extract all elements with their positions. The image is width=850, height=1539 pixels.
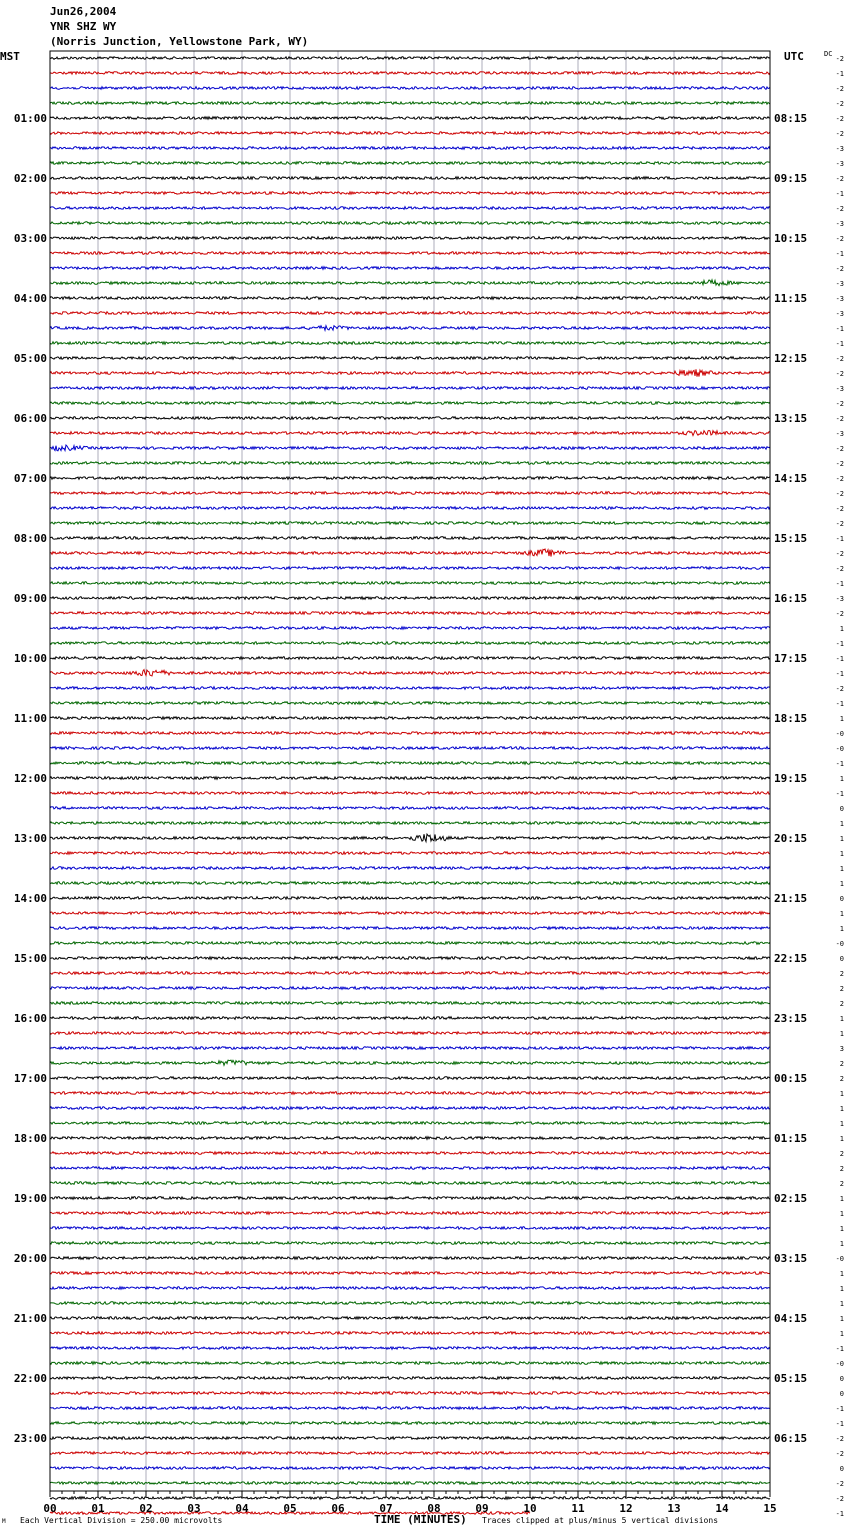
mst-hour-label: 18:00 xyxy=(13,1132,47,1145)
dc-offset-label: 1 xyxy=(839,820,844,828)
utc-hour-label: 04:15 xyxy=(774,1312,808,1325)
trace-row xyxy=(50,777,770,780)
trace-row xyxy=(50,657,770,660)
mst-hour-label: 09:00 xyxy=(13,592,47,605)
trace-row xyxy=(50,1452,770,1455)
trace-row xyxy=(50,1017,770,1020)
utc-hour-label: 10:15 xyxy=(774,232,808,245)
mst-hour-label: 07:00 xyxy=(13,472,47,485)
dc-offset-label: -0 xyxy=(835,940,844,948)
left-timezone-label: MST xyxy=(0,50,20,63)
trace-row xyxy=(50,1047,770,1050)
mst-hour-label: 08:00 xyxy=(13,532,47,545)
dc-offset-label: -2 xyxy=(835,610,844,618)
mst-hour-label: 23:00 xyxy=(13,1432,47,1445)
x-tick-label: 15 xyxy=(763,1502,777,1515)
dc-offset-label: -1 xyxy=(835,580,844,588)
mst-hour-label: 11:00 xyxy=(13,712,47,725)
dc-offset-label: -0 xyxy=(835,745,844,753)
trace-row xyxy=(50,612,770,615)
clip-note: Traces clipped at plus/minus 5 vertical divisions xyxy=(482,1516,719,1525)
dc-offset-label: -0 xyxy=(835,730,844,738)
trace-row xyxy=(50,972,770,975)
dc-offset-label: -1 xyxy=(835,700,844,708)
trace-row xyxy=(50,162,770,165)
dc-offset-label: -3 xyxy=(835,310,844,318)
dc-offset-label: -2 xyxy=(835,175,844,183)
x-tick-label: 06 xyxy=(331,1502,345,1515)
trace-row xyxy=(50,462,770,465)
trace-row xyxy=(50,1257,770,1260)
mst-hour-label: 21:00 xyxy=(13,1312,47,1325)
trace-group xyxy=(50,57,770,1515)
dc-offset-label: -1 xyxy=(835,1405,844,1413)
dc-offset-label: 0 xyxy=(839,1390,844,1398)
dc-offset-label: -2 xyxy=(835,1495,844,1503)
trace-row xyxy=(50,1002,770,1005)
dc-offset-label: -1 xyxy=(835,70,844,78)
x-tick-label: 00 xyxy=(43,1502,57,1515)
x-tick-label: 01 xyxy=(91,1502,105,1515)
utc-hour-label: 15:15 xyxy=(774,532,808,545)
trace-row xyxy=(50,57,770,60)
trace-row xyxy=(50,522,770,525)
trace-row xyxy=(50,1407,770,1410)
dc-offset-label: 1 xyxy=(839,1330,844,1338)
x-tick-label: 03 xyxy=(187,1502,201,1515)
trace-row xyxy=(50,1302,770,1305)
trace-row xyxy=(50,717,770,720)
mst-hour-label: 13:00 xyxy=(13,832,47,845)
dc-offset-label: -2 xyxy=(835,1480,844,1488)
dc-offset-label: -2 xyxy=(835,460,844,468)
mst-hour-label: 17:00 xyxy=(13,1072,47,1085)
x-tick-label: 08 xyxy=(427,1502,441,1515)
dc-offset-label: -1 xyxy=(835,760,844,768)
trace-row xyxy=(50,1317,770,1320)
trace-row xyxy=(50,102,770,105)
trace-row xyxy=(50,87,770,90)
trace-row xyxy=(50,445,770,451)
dc-offset-label: 1 xyxy=(839,1015,844,1023)
dc-label: DC xyxy=(824,50,833,58)
trace-row xyxy=(50,1060,770,1065)
scale-note: Each Vertical Division = 250.00 microvolts xyxy=(20,1516,223,1525)
utc-hour-label: 01:15 xyxy=(774,1132,808,1145)
dc-offset-label: 1 xyxy=(839,1120,844,1128)
trace-row xyxy=(50,252,770,255)
x-tick-label: 09 xyxy=(475,1502,489,1515)
trace-row xyxy=(50,687,770,690)
dc-offset-label: -2 xyxy=(835,505,844,513)
x-tick-label: 07 xyxy=(379,1502,393,1515)
mst-hour-label: 14:00 xyxy=(13,892,47,905)
trace-row xyxy=(50,987,770,990)
dc-offset-label: 1 xyxy=(839,910,844,918)
trace-row xyxy=(50,237,770,240)
dc-offset-label: 2 xyxy=(839,1150,844,1158)
trace-row xyxy=(50,762,770,765)
dc-offset-label: -2 xyxy=(835,550,844,558)
dc-offset-label: 1 xyxy=(839,865,844,873)
trace-row xyxy=(50,867,770,870)
trace-row xyxy=(50,1332,770,1335)
mst-hour-label: 02:00 xyxy=(13,172,47,185)
dc-offset-label: 1 xyxy=(839,1105,844,1113)
dc-offset-label: -2 xyxy=(835,370,844,378)
trace-row xyxy=(50,507,770,510)
dc-offset-label: 1 xyxy=(839,1090,844,1098)
trace-row xyxy=(50,402,770,405)
trace-row xyxy=(50,1242,770,1245)
dc-offset-label: 0 xyxy=(839,895,844,903)
dc-offset-label: 1 xyxy=(839,880,844,888)
x-tick-label: 13 xyxy=(667,1502,681,1515)
dc-offset-label: 2 xyxy=(839,985,844,993)
dc-offset-label: 2 xyxy=(839,1060,844,1068)
dc-offset-label: -2 xyxy=(835,490,844,498)
dc-offset-label: 3 xyxy=(839,1045,844,1053)
dc-offset-label: -2 xyxy=(835,130,844,138)
dc-offset-label: 1 xyxy=(839,1270,844,1278)
dc-offset-label: -1 xyxy=(835,1345,844,1353)
dc-offset-label: -2 xyxy=(835,55,844,63)
dc-offset-label: -2 xyxy=(835,115,844,123)
trace-row xyxy=(50,312,770,315)
dc-offset-label: 1 xyxy=(839,1195,844,1203)
header-location: (Norris Junction, Yellowstone Park, WY) xyxy=(50,35,309,48)
mst-hour-label: 01:00 xyxy=(13,112,47,125)
dc-offset-label: 1 xyxy=(839,1300,844,1308)
dc-offset-label: 1 xyxy=(839,1285,844,1293)
x-axis xyxy=(43,1491,776,1515)
trace-row xyxy=(50,222,770,225)
utc-hour-label: 22:15 xyxy=(774,952,808,965)
trace-row xyxy=(50,549,770,557)
mst-hour-label: 22:00 xyxy=(13,1372,47,1385)
dc-offset-label: -1 xyxy=(835,340,844,348)
trace-row xyxy=(50,912,770,915)
x-axis-label: TIME (MINUTES) xyxy=(374,1513,467,1526)
dc-offset-label: -3 xyxy=(835,220,844,228)
dc-offset-label: -2 xyxy=(835,235,844,243)
header-date: Jun26,2004 xyxy=(50,5,117,18)
dc-offset-label: 1 xyxy=(839,1135,844,1143)
dc-offset-label: -2 xyxy=(835,565,844,573)
trace-row xyxy=(50,477,770,480)
right-timezone-label: UTC xyxy=(784,50,804,63)
utc-hour-label: 20:15 xyxy=(774,832,808,845)
dc-offset-label: -3 xyxy=(835,145,844,153)
trace-row xyxy=(50,537,770,540)
mst-hour-label: 16:00 xyxy=(13,1012,47,1025)
dc-offset-label: -2 xyxy=(835,205,844,213)
dc-offset-label: 0 xyxy=(839,955,844,963)
dc-offset-label: -3 xyxy=(835,595,844,603)
trace-row xyxy=(50,1347,770,1350)
trace-row xyxy=(50,207,770,210)
trace-row xyxy=(50,1392,770,1395)
trace-row xyxy=(50,1107,770,1110)
dc-offset-label: -3 xyxy=(835,160,844,168)
dc-offset-label: 1 xyxy=(839,850,844,858)
trace-row xyxy=(50,1092,770,1095)
trace-row xyxy=(50,1377,770,1380)
dc-offset-label: -2 xyxy=(835,415,844,423)
trace-row xyxy=(50,1467,770,1470)
trace-row xyxy=(50,177,770,180)
utc-hour-label: 21:15 xyxy=(774,892,808,905)
trace-row xyxy=(50,1077,770,1080)
dc-offset-label: 2 xyxy=(839,970,844,978)
x-tick-label: 02 xyxy=(139,1502,153,1515)
trace-row xyxy=(50,1437,770,1440)
trace-row xyxy=(50,417,770,420)
dc-offset-label: -0 xyxy=(835,1360,844,1368)
utc-hour-label: 19:15 xyxy=(774,772,808,785)
dc-offset-label: -2 xyxy=(835,520,844,528)
dc-offset-label: -2 xyxy=(835,355,844,363)
trace-row xyxy=(50,1287,770,1290)
mst-hour-labels xyxy=(14,112,47,1445)
dc-offset-label: 1 xyxy=(839,775,844,783)
trace-row xyxy=(50,834,770,842)
dc-offset-label: -2 xyxy=(835,445,844,453)
dc-offset-label: -1 xyxy=(835,655,844,663)
trace-row xyxy=(50,1032,770,1035)
trace-row xyxy=(50,297,770,300)
dc-offset-label: 2 xyxy=(839,1180,844,1188)
trace-row xyxy=(50,882,770,885)
dc-offset-label: 2 xyxy=(839,1165,844,1173)
trace-row xyxy=(50,567,770,570)
dc-offset-label: -2 xyxy=(835,400,844,408)
trace-row xyxy=(50,1167,770,1170)
dc-offset-label: -1 xyxy=(835,790,844,798)
trace-row xyxy=(50,852,770,855)
dc-offset-label: -0 xyxy=(835,1255,844,1263)
dc-offset-label: 0 xyxy=(839,1375,844,1383)
trace-row xyxy=(50,670,770,676)
x-tick-label: 12 xyxy=(619,1502,633,1515)
trace-row xyxy=(50,342,770,345)
dc-offset-label: -2 xyxy=(835,1450,844,1458)
mst-hour-label: 10:00 xyxy=(13,652,47,665)
dc-offset-label: 1 xyxy=(839,1315,844,1323)
dc-offset-label: -2 xyxy=(835,685,844,693)
dc-offset-label: 1 xyxy=(839,925,844,933)
dc-offset-labels xyxy=(836,55,844,1518)
trace-row xyxy=(50,642,770,645)
dc-offset-label: -1 xyxy=(835,1420,844,1428)
trace-row xyxy=(50,582,770,585)
dc-offset-label: 1 xyxy=(839,1210,844,1218)
dc-offset-label: 1 xyxy=(839,625,844,633)
mst-hour-label: 19:00 xyxy=(13,1192,47,1205)
trace-row xyxy=(50,822,770,825)
trace-row xyxy=(50,326,770,331)
trace-row xyxy=(50,1272,770,1275)
x-tick-label: 10 xyxy=(523,1502,537,1515)
dc-offset-label: -1 xyxy=(835,535,844,543)
trace-row xyxy=(50,732,770,735)
trace-row xyxy=(50,72,770,75)
utc-hour-label: 05:15 xyxy=(774,1372,808,1385)
dc-offset-label: -3 xyxy=(835,280,844,288)
utc-hour-label: 14:15 xyxy=(774,472,808,485)
dc-offset-label: -1 xyxy=(835,190,844,198)
header-station: YNR SHZ WY xyxy=(50,20,117,33)
utc-hour-label: 16:15 xyxy=(774,592,808,605)
trace-row xyxy=(50,280,770,286)
utc-hour-label: 02:15 xyxy=(774,1192,808,1205)
utc-hour-label: 00:15 xyxy=(774,1072,808,1085)
trace-row xyxy=(50,627,770,630)
trace-row xyxy=(50,1197,770,1200)
dc-offset-label: 2 xyxy=(839,1000,844,1008)
dc-offset-label: 1 xyxy=(839,1240,844,1248)
trace-row xyxy=(50,267,770,270)
dc-offset-label: 2 xyxy=(839,1075,844,1083)
utc-hour-label: 12:15 xyxy=(774,352,808,365)
plot-frame xyxy=(50,51,770,1491)
utc-hour-label: 03:15 xyxy=(774,1252,808,1265)
trace-row xyxy=(50,1482,770,1485)
mst-hour-label: 04:00 xyxy=(13,292,47,305)
trace-row xyxy=(50,942,770,945)
mst-hour-label: 05:00 xyxy=(13,352,47,365)
trace-row xyxy=(50,897,770,900)
dc-offset-label: -3 xyxy=(835,385,844,393)
dc-offset-label: -1 xyxy=(835,250,844,258)
dc-offset-label: 1 xyxy=(839,715,844,723)
utc-hour-label: 06:15 xyxy=(774,1432,808,1445)
mst-hour-label: 20:00 xyxy=(13,1252,47,1265)
trace-row xyxy=(50,792,770,795)
dc-offset-label: -1 xyxy=(835,640,844,648)
trace-row xyxy=(50,192,770,195)
trace-row xyxy=(50,387,770,390)
trace-row xyxy=(50,369,770,376)
trace-row xyxy=(50,702,770,705)
dc-offset-label: 0 xyxy=(839,1465,844,1473)
dc-offset-label: -1 xyxy=(835,1510,844,1518)
trace-row xyxy=(50,927,770,930)
dc-offset-label: -2 xyxy=(835,100,844,108)
mst-hour-label: 06:00 xyxy=(13,412,47,425)
dc-offset-label: 1 xyxy=(839,1030,844,1038)
dc-offset-label: -2 xyxy=(835,265,844,273)
trace-row xyxy=(50,1362,770,1365)
trace-row xyxy=(50,1227,770,1230)
trace-row xyxy=(50,1497,770,1500)
utc-hour-label: 18:15 xyxy=(774,712,808,725)
trace-row xyxy=(50,1182,770,1185)
trace-row xyxy=(50,1152,770,1155)
trace-row xyxy=(50,1122,770,1125)
dc-offset-label: -2 xyxy=(835,85,844,93)
dc-offset-label: 0 xyxy=(839,805,844,813)
dc-offset-label: -1 xyxy=(835,325,844,333)
trace-row xyxy=(50,430,770,435)
trace-row xyxy=(50,132,770,135)
utc-hour-label: 08:15 xyxy=(774,112,808,125)
dc-offset-label: 1 xyxy=(839,1225,844,1233)
trace-row xyxy=(50,492,770,495)
trace-row xyxy=(50,1212,770,1215)
dc-offset-label: -3 xyxy=(835,430,844,438)
trace-row xyxy=(50,1137,770,1140)
trace-row xyxy=(50,807,770,810)
x-tick-label: 11 xyxy=(571,1502,585,1515)
x-tick-label: 14 xyxy=(715,1502,729,1515)
mst-hour-label: 03:00 xyxy=(13,232,47,245)
utc-hour-labels xyxy=(774,112,807,1445)
mst-hour-label: 15:00 xyxy=(13,952,47,965)
trace-row xyxy=(50,117,770,120)
footer-mark: M xyxy=(2,1518,6,1525)
utc-hour-label: 17:15 xyxy=(774,652,808,665)
mst-hour-label: 12:00 xyxy=(13,772,47,785)
dc-offset-label: -1 xyxy=(835,670,844,678)
dc-offset-label: -2 xyxy=(835,475,844,483)
utc-hour-label: 13:15 xyxy=(774,412,808,425)
utc-hour-label: 23:15 xyxy=(774,1012,808,1025)
dc-offset-label: 1 xyxy=(839,835,844,843)
trace-row xyxy=(50,747,770,750)
x-tick-label: 05 xyxy=(283,1502,297,1515)
dc-offset-label: -2 xyxy=(835,1435,844,1443)
trace-row xyxy=(50,357,770,360)
trace-row xyxy=(50,147,770,150)
trace-row xyxy=(50,597,770,600)
trace-row xyxy=(50,957,770,960)
dc-offset-label: -3 xyxy=(835,295,844,303)
trace-row xyxy=(50,1422,770,1425)
x-tick-label: 04 xyxy=(235,1502,249,1515)
utc-hour-label: 11:15 xyxy=(774,292,808,305)
utc-hour-label: 09:15 xyxy=(774,172,808,185)
